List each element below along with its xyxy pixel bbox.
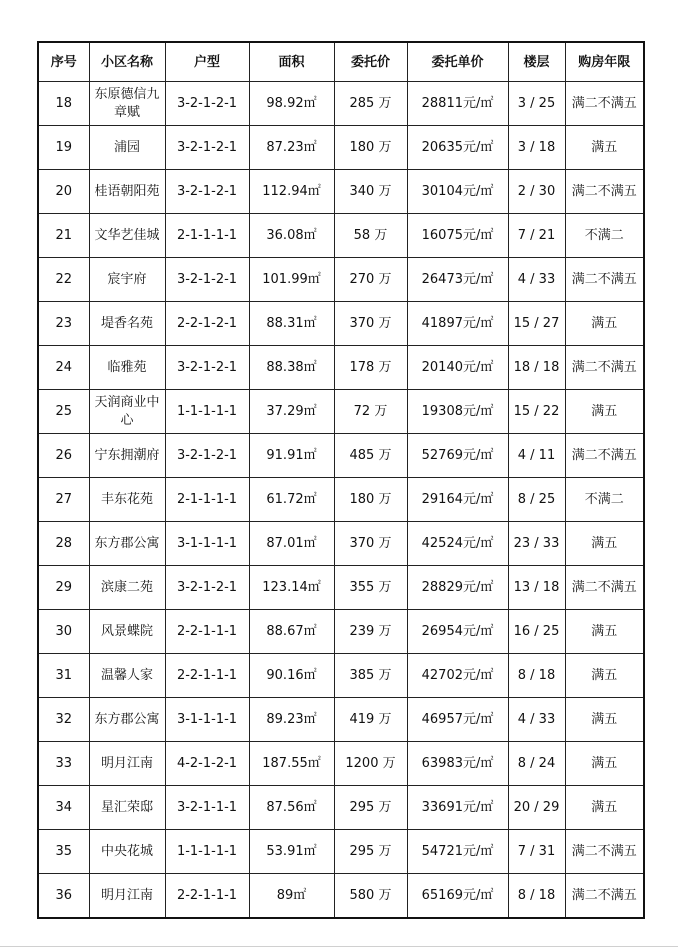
cell-index: 24	[38, 346, 89, 390]
cell-community: 东方郡公寓	[89, 522, 165, 566]
table-row	[38, 830, 644, 874]
cell-community: 东方郡公寓	[89, 698, 165, 742]
table-row	[38, 566, 644, 610]
table-row	[38, 874, 644, 919]
cell-area: 88.67㎡	[249, 610, 334, 654]
cell-area: 88.38㎡	[249, 346, 334, 390]
cell-index: 33	[38, 742, 89, 786]
cell-area: 53.91㎡	[249, 830, 334, 874]
cell-floor: 13 / 18	[508, 566, 565, 610]
cell-index: 18	[38, 82, 89, 126]
header-area: 面积	[249, 42, 334, 82]
cell-unit-price: 42524元/㎡	[407, 522, 508, 566]
cell-floor: 8 / 24	[508, 742, 565, 786]
cell-index: 23	[38, 302, 89, 346]
cell-floor: 8 / 18	[508, 654, 565, 698]
cell-area: 87.01㎡	[249, 522, 334, 566]
cell-community: 宁东拥潮府	[89, 434, 165, 478]
table-row	[38, 258, 644, 302]
cell-area: 89.23㎡	[249, 698, 334, 742]
cell-index: 21	[38, 214, 89, 258]
cell-community: 风景蝶院	[89, 610, 165, 654]
cell-layout: 3-2-1-2-1	[165, 126, 249, 170]
cell-community: 星汇荣邸	[89, 786, 165, 830]
cell-layout: 3-2-1-2-1	[165, 346, 249, 390]
cell-index: 28	[38, 522, 89, 566]
cell-index: 26	[38, 434, 89, 478]
cell-unit-price: 19308元/㎡	[407, 390, 508, 434]
cell-floor: 7 / 31	[508, 830, 565, 874]
cell-price: 1200 万	[334, 742, 407, 786]
cell-price: 72 万	[334, 390, 407, 434]
cell-price: 180 万	[334, 126, 407, 170]
cell-price: 485 万	[334, 434, 407, 478]
cell-index: 32	[38, 698, 89, 742]
cell-community: 桂语朝阳苑	[89, 170, 165, 214]
cell-floor: 16 / 25	[508, 610, 565, 654]
cell-unit-price: 65169元/㎡	[407, 874, 508, 919]
cell-layout: 3-2-1-2-1	[165, 82, 249, 126]
cell-area: 87.23㎡	[249, 126, 334, 170]
cell-index: 31	[38, 654, 89, 698]
cell-community: 文华艺佳城	[89, 214, 165, 258]
table-row	[38, 698, 644, 742]
cell-price: 180 万	[334, 478, 407, 522]
table-row	[38, 522, 644, 566]
cell-ownership-years: 满二不满五	[565, 874, 644, 919]
cell-index: 36	[38, 874, 89, 919]
cell-ownership-years: 满五	[565, 742, 644, 786]
cell-floor: 2 / 30	[508, 170, 565, 214]
cell-index: 25	[38, 390, 89, 434]
cell-index: 20	[38, 170, 89, 214]
table-body	[38, 82, 644, 919]
cell-unit-price: 54721元/㎡	[407, 830, 508, 874]
cell-area: 98.92㎡	[249, 82, 334, 126]
cell-floor: 20 / 29	[508, 786, 565, 830]
cell-community: 中央花城	[89, 830, 165, 874]
cell-floor: 4 / 33	[508, 258, 565, 302]
cell-floor: 4 / 11	[508, 434, 565, 478]
header-layout: 户型	[165, 42, 249, 82]
cell-unit-price: 16075元/㎡	[407, 214, 508, 258]
cell-unit-price: 33691元/㎡	[407, 786, 508, 830]
cell-layout: 2-2-1-1-1	[165, 610, 249, 654]
cell-unit-price: 30104元/㎡	[407, 170, 508, 214]
cell-area: 90.16㎡	[249, 654, 334, 698]
cell-floor: 4 / 33	[508, 698, 565, 742]
cell-index: 34	[38, 786, 89, 830]
cell-layout: 2-2-1-1-1	[165, 874, 249, 919]
cell-community: 明月江南	[89, 742, 165, 786]
cell-layout: 1-1-1-1-1	[165, 390, 249, 434]
cell-unit-price: 52769元/㎡	[407, 434, 508, 478]
cell-ownership-years: 满二不满五	[565, 566, 644, 610]
cell-area: 187.55㎡	[249, 742, 334, 786]
cell-unit-price: 26473元/㎡	[407, 258, 508, 302]
cell-unit-price: 20635元/㎡	[407, 126, 508, 170]
table-row	[38, 170, 644, 214]
cell-index: 27	[38, 478, 89, 522]
cell-floor: 8 / 25	[508, 478, 565, 522]
table-header	[38, 42, 644, 82]
header-row	[38, 42, 644, 82]
cell-floor: 8 / 18	[508, 874, 565, 919]
property-listing-table	[37, 41, 645, 919]
page-bottom-rule	[0, 946, 678, 947]
cell-price: 580 万	[334, 874, 407, 919]
cell-layout: 2-1-1-1-1	[165, 214, 249, 258]
cell-area: 101.99㎡	[249, 258, 334, 302]
cell-floor: 3 / 25	[508, 82, 565, 126]
cell-price: 355 万	[334, 566, 407, 610]
cell-floor: 7 / 21	[508, 214, 565, 258]
cell-ownership-years: 满五	[565, 786, 644, 830]
table-row	[38, 390, 644, 434]
cell-ownership-years: 满五	[565, 126, 644, 170]
cell-price: 370 万	[334, 302, 407, 346]
cell-area: 61.72㎡	[249, 478, 334, 522]
cell-layout: 2-1-1-1-1	[165, 478, 249, 522]
cell-area: 88.31㎡	[249, 302, 334, 346]
table-row	[38, 610, 644, 654]
cell-floor: 3 / 18	[508, 126, 565, 170]
cell-ownership-years: 满五	[565, 390, 644, 434]
cell-ownership-years: 满二不满五	[565, 170, 644, 214]
cell-ownership-years: 满五	[565, 302, 644, 346]
cell-floor: 18 / 18	[508, 346, 565, 390]
cell-area: 89㎡	[249, 874, 334, 919]
cell-price: 58 万	[334, 214, 407, 258]
cell-floor: 15 / 22	[508, 390, 565, 434]
cell-area: 123.14㎡	[249, 566, 334, 610]
cell-price: 270 万	[334, 258, 407, 302]
cell-layout: 1-1-1-1-1	[165, 830, 249, 874]
cell-unit-price: 46957元/㎡	[407, 698, 508, 742]
cell-unit-price: 26954元/㎡	[407, 610, 508, 654]
cell-community: 浦园	[89, 126, 165, 170]
cell-community: 临雅苑	[89, 346, 165, 390]
table-row	[38, 742, 644, 786]
table-row	[38, 654, 644, 698]
cell-index: 29	[38, 566, 89, 610]
cell-area: 36.08㎡	[249, 214, 334, 258]
cell-index: 35	[38, 830, 89, 874]
table-row	[38, 478, 644, 522]
cell-price: 295 万	[334, 786, 407, 830]
cell-price: 285 万	[334, 82, 407, 126]
table-row	[38, 346, 644, 390]
table-row	[38, 126, 644, 170]
header-index: 序号	[38, 42, 89, 82]
cell-floor: 15 / 27	[508, 302, 565, 346]
cell-unit-price: 42702元/㎡	[407, 654, 508, 698]
cell-unit-price: 29164元/㎡	[407, 478, 508, 522]
cell-community: 堤香名苑	[89, 302, 165, 346]
cell-price: 340 万	[334, 170, 407, 214]
cell-community: 宸宇府	[89, 258, 165, 302]
table-row	[38, 82, 644, 126]
cell-price: 178 万	[334, 346, 407, 390]
cell-ownership-years: 不满二	[565, 214, 644, 258]
header-community: 小区名称	[89, 42, 165, 82]
cell-layout: 2-2-1-1-1	[165, 654, 249, 698]
table-row	[38, 214, 644, 258]
cell-ownership-years: 不满二	[565, 478, 644, 522]
cell-community: 温馨人家	[89, 654, 165, 698]
cell-ownership-years: 满二不满五	[565, 346, 644, 390]
cell-layout: 3-2-1-1-1	[165, 786, 249, 830]
cell-unit-price: 28829元/㎡	[407, 566, 508, 610]
cell-ownership-years: 满二不满五	[565, 434, 644, 478]
cell-ownership-years: 满五	[565, 610, 644, 654]
cell-ownership-years: 满五	[565, 522, 644, 566]
cell-layout: 3-2-1-2-1	[165, 170, 249, 214]
cell-layout: 3-2-1-2-1	[165, 566, 249, 610]
table-row	[38, 434, 644, 478]
cell-unit-price: 20140元/㎡	[407, 346, 508, 390]
cell-unit-price: 41897元/㎡	[407, 302, 508, 346]
cell-ownership-years: 满五	[565, 698, 644, 742]
cell-price: 385 万	[334, 654, 407, 698]
cell-layout: 2-2-1-2-1	[165, 302, 249, 346]
cell-ownership-years: 满二不满五	[565, 258, 644, 302]
header-ownership-years: 购房年限	[565, 42, 644, 82]
cell-layout: 3-1-1-1-1	[165, 522, 249, 566]
cell-community: 丰东花苑	[89, 478, 165, 522]
header-price: 委托价	[334, 42, 407, 82]
cell-layout: 3-2-1-2-1	[165, 258, 249, 302]
cell-ownership-years: 满二不满五	[565, 830, 644, 874]
cell-area: 91.91㎡	[249, 434, 334, 478]
cell-floor: 23 / 33	[508, 522, 565, 566]
cell-index: 19	[38, 126, 89, 170]
cell-price: 419 万	[334, 698, 407, 742]
cell-unit-price: 28811元/㎡	[407, 82, 508, 126]
cell-ownership-years: 满五	[565, 654, 644, 698]
cell-layout: 4-2-1-2-1	[165, 742, 249, 786]
cell-index: 30	[38, 610, 89, 654]
cell-community: 明月江南	[89, 874, 165, 919]
cell-area: 87.56㎡	[249, 786, 334, 830]
cell-community: 天润商业中心	[89, 390, 165, 434]
cell-community: 东原德信九章赋	[89, 82, 165, 126]
cell-unit-price: 63983元/㎡	[407, 742, 508, 786]
table-row	[38, 302, 644, 346]
header-unit-price: 委托单价	[407, 42, 508, 82]
cell-price: 370 万	[334, 522, 407, 566]
cell-ownership-years: 满二不满五	[565, 82, 644, 126]
cell-index: 22	[38, 258, 89, 302]
cell-price: 239 万	[334, 610, 407, 654]
cell-area: 37.29㎡	[249, 390, 334, 434]
cell-area: 112.94㎡	[249, 170, 334, 214]
cell-community: 滨康二苑	[89, 566, 165, 610]
table-row	[38, 786, 644, 830]
cell-price: 295 万	[334, 830, 407, 874]
cell-layout: 3-1-1-1-1	[165, 698, 249, 742]
header-floor: 楼层	[508, 42, 565, 82]
cell-layout: 3-2-1-2-1	[165, 434, 249, 478]
